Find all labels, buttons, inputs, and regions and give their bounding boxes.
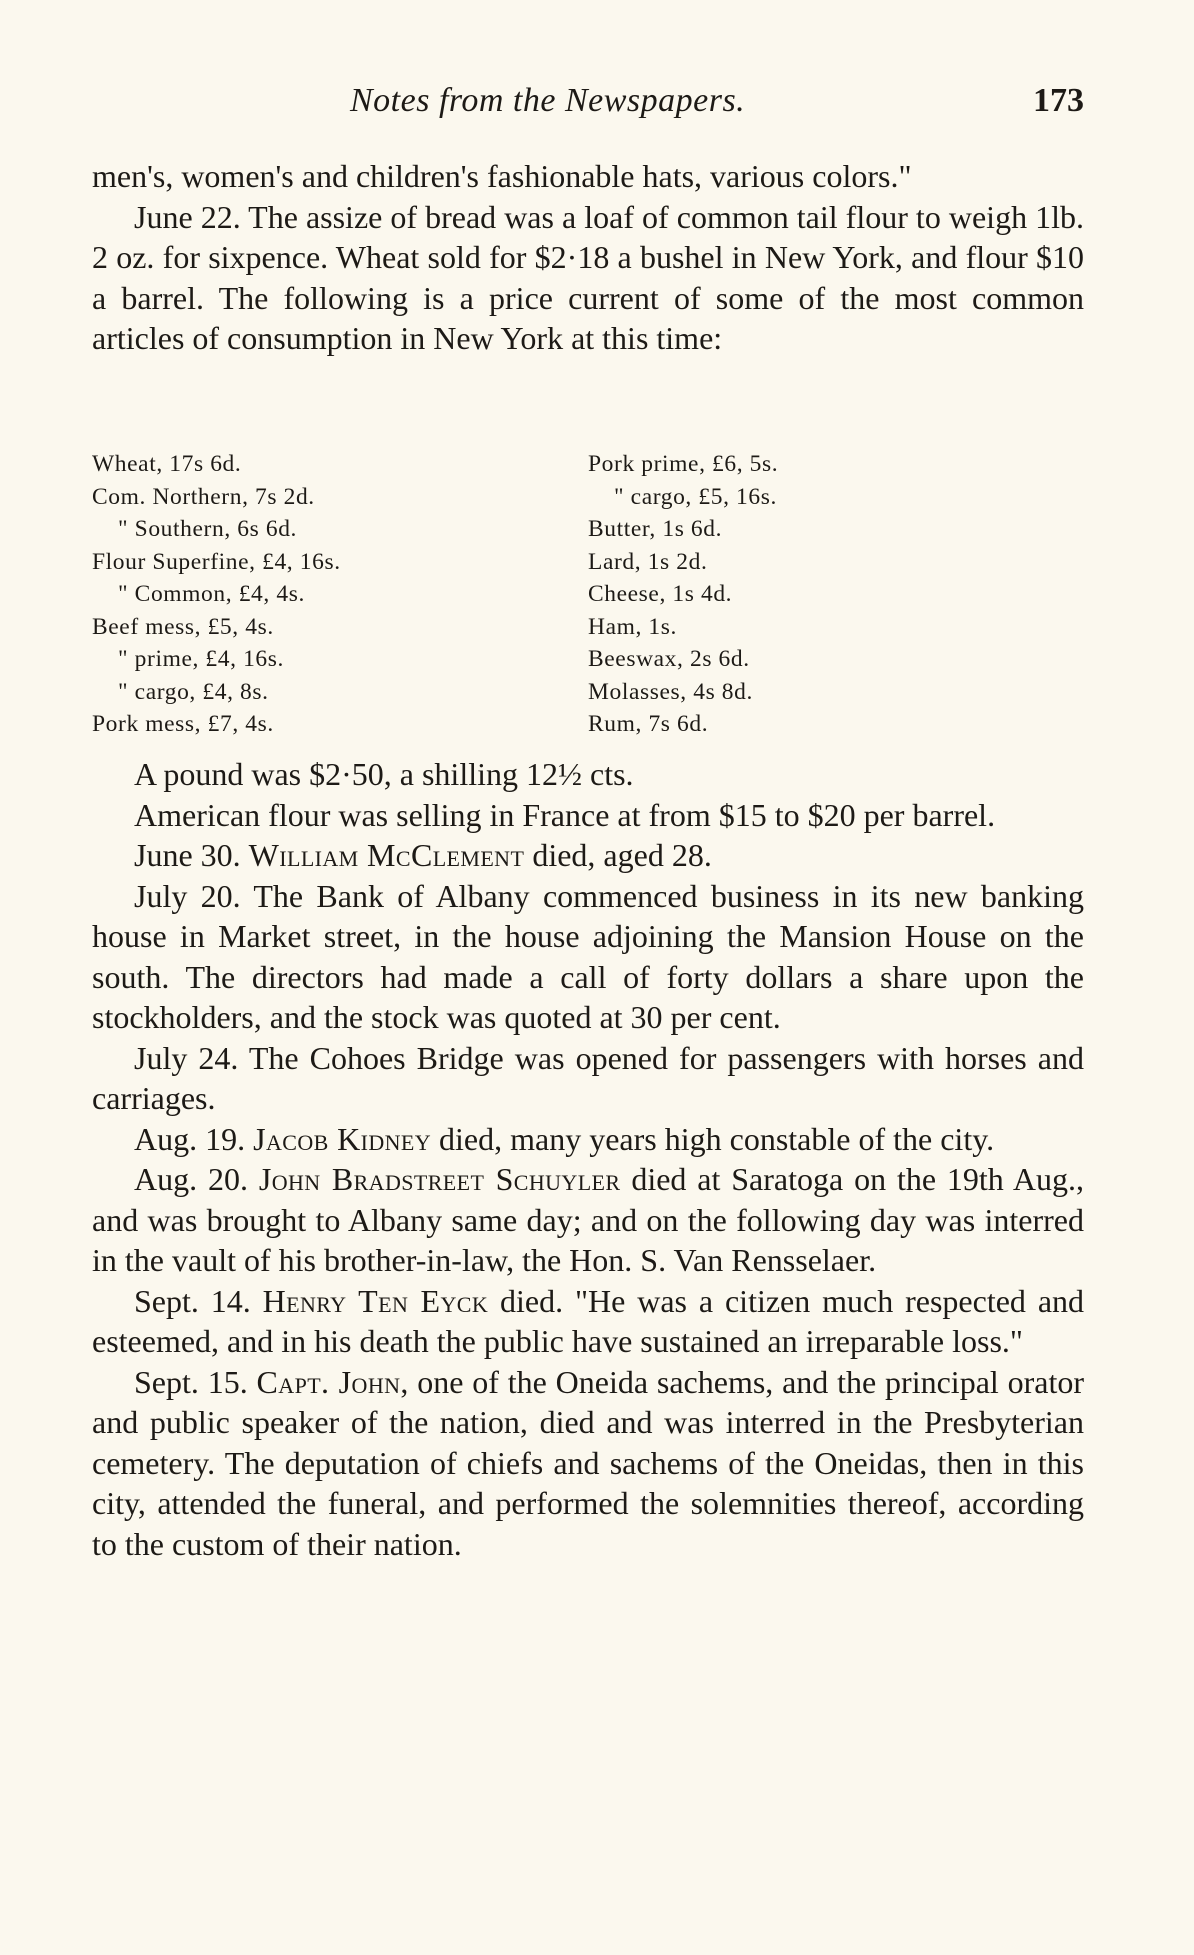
page-header xyxy=(92,82,1084,130)
price-item: Pork mess, £7, 4s. xyxy=(92,711,274,737)
price-item: Ham, 1s. xyxy=(588,613,678,640)
entry-aug-20 xyxy=(92,1159,1084,1281)
price-item: " cargo, £5, 16s. xyxy=(614,483,777,510)
price-item: Wheat, 17s 6d. xyxy=(92,451,242,477)
price-column-right xyxy=(588,448,1084,741)
entry-date: June 30. xyxy=(134,837,241,873)
entry-date: Sept. 14. xyxy=(134,1282,251,1319)
price-item: Flour Superfine, £4, 16s. xyxy=(92,548,341,575)
entry-june-30 xyxy=(92,835,1084,876)
page-number: 173 xyxy=(1033,82,1084,119)
entry-date: Aug. 20. xyxy=(134,1161,248,1197)
price-item: Butter, 1s 6d. xyxy=(588,516,723,542)
paragraph-flour-france: American flour was selling in France at from $15 to $20 per barrel. xyxy=(134,796,996,833)
price-item: Pork prime, £6, 5s. xyxy=(588,451,779,477)
person-name: Henry Ten Eyck xyxy=(262,1282,489,1319)
paragraph-pound: A pound was $2·50, a shilling 12½ cts. xyxy=(134,756,634,792)
entry-sept-14 xyxy=(92,1281,1084,1362)
price-column-left xyxy=(92,448,588,741)
price-item: " cargo, £4, 8s. xyxy=(118,678,269,705)
entry-aug-19 xyxy=(92,1119,1084,1160)
person-name: Capt. John xyxy=(256,1363,401,1400)
person-name: Jacob Kidney xyxy=(253,1120,432,1157)
paragraph-june-22: June 22. The assize of bread was a loaf of common tail flour to weigh 1lb. 2 oz. for sixpence. Wheat sold for $2·18 a bushel in New York, and flour $10 a barrel. The following is a price current of some of the most common articles of consumption in New York at this time: xyxy=(92,198,1084,356)
price-item: " prime, £4, 16s. xyxy=(118,646,285,672)
entry-date: Aug. 19. xyxy=(134,1120,246,1157)
entry-date: Sept. 15. xyxy=(134,1363,248,1400)
price-item: " Common, £4, 4s. xyxy=(118,581,305,607)
entry-text: died, many years high constable of the city. xyxy=(431,1120,995,1157)
price-current-table xyxy=(92,448,1084,741)
entry-july-24: July 24. The Cohoes Bridge was opened for passengers with horses and carriages. xyxy=(92,1039,1084,1116)
entry-july-20: July 20. The Bank of Albany commenced business in its new banking house in Market street, in the house adjoining the Mansion House on the south. The directors had made a call of forty dollars a share upon the stockholders, and the stock was quoted at 30 per cent. xyxy=(92,877,1084,1035)
price-item: Beeswax, 2s 6d. xyxy=(588,646,750,672)
entry-sept-15 xyxy=(92,1362,1084,1565)
entry-text: died at Saratoga on the 19th Aug., and was brought to Albany same day; and on the following day was interred in the vault of his brother-in-law, the Hon. S. Van Rensselaer. xyxy=(92,1161,1085,1278)
price-item: Lard, 1s 2d. xyxy=(588,548,708,575)
price-item: " Southern, 6s 6d. xyxy=(118,516,298,542)
entry-text: died, aged 28. xyxy=(524,837,712,873)
price-item: Com. Northern, 7s 2d. xyxy=(92,483,315,510)
entry-text: , one of the Oneida sachems, and the principal orator and public speaker of the nation, died and was interred in the Presbyterian cemetery. The deputation of chiefs and sachems of the Oneidas, then in this city, attended the funeral, and performed the solemnities thereof, according to the custom of their nation. xyxy=(92,1363,1085,1562)
person-name: William McClement xyxy=(248,837,525,873)
person-name: John Bradstreet Schuyler xyxy=(258,1161,621,1197)
entry-text: died. "He was a citizen much respected and esteemed, and in his death the public have sustained an irreparable loss." xyxy=(92,1282,1085,1359)
running-title: Notes from the Newspapers. xyxy=(350,82,746,119)
paragraph-hats: men's, women's and children's fashionable hats, various colors." xyxy=(92,158,912,194)
price-item: Rum, 7s 6d. xyxy=(588,711,709,737)
price-item: Molasses, 4s 8d. xyxy=(588,678,753,705)
text-block-top xyxy=(92,156,1084,359)
price-item: Cheese, 1s 4d. xyxy=(588,581,733,607)
text-block-lower xyxy=(92,754,1084,1564)
price-item: Beef mess, £5, 4s. xyxy=(92,613,274,640)
